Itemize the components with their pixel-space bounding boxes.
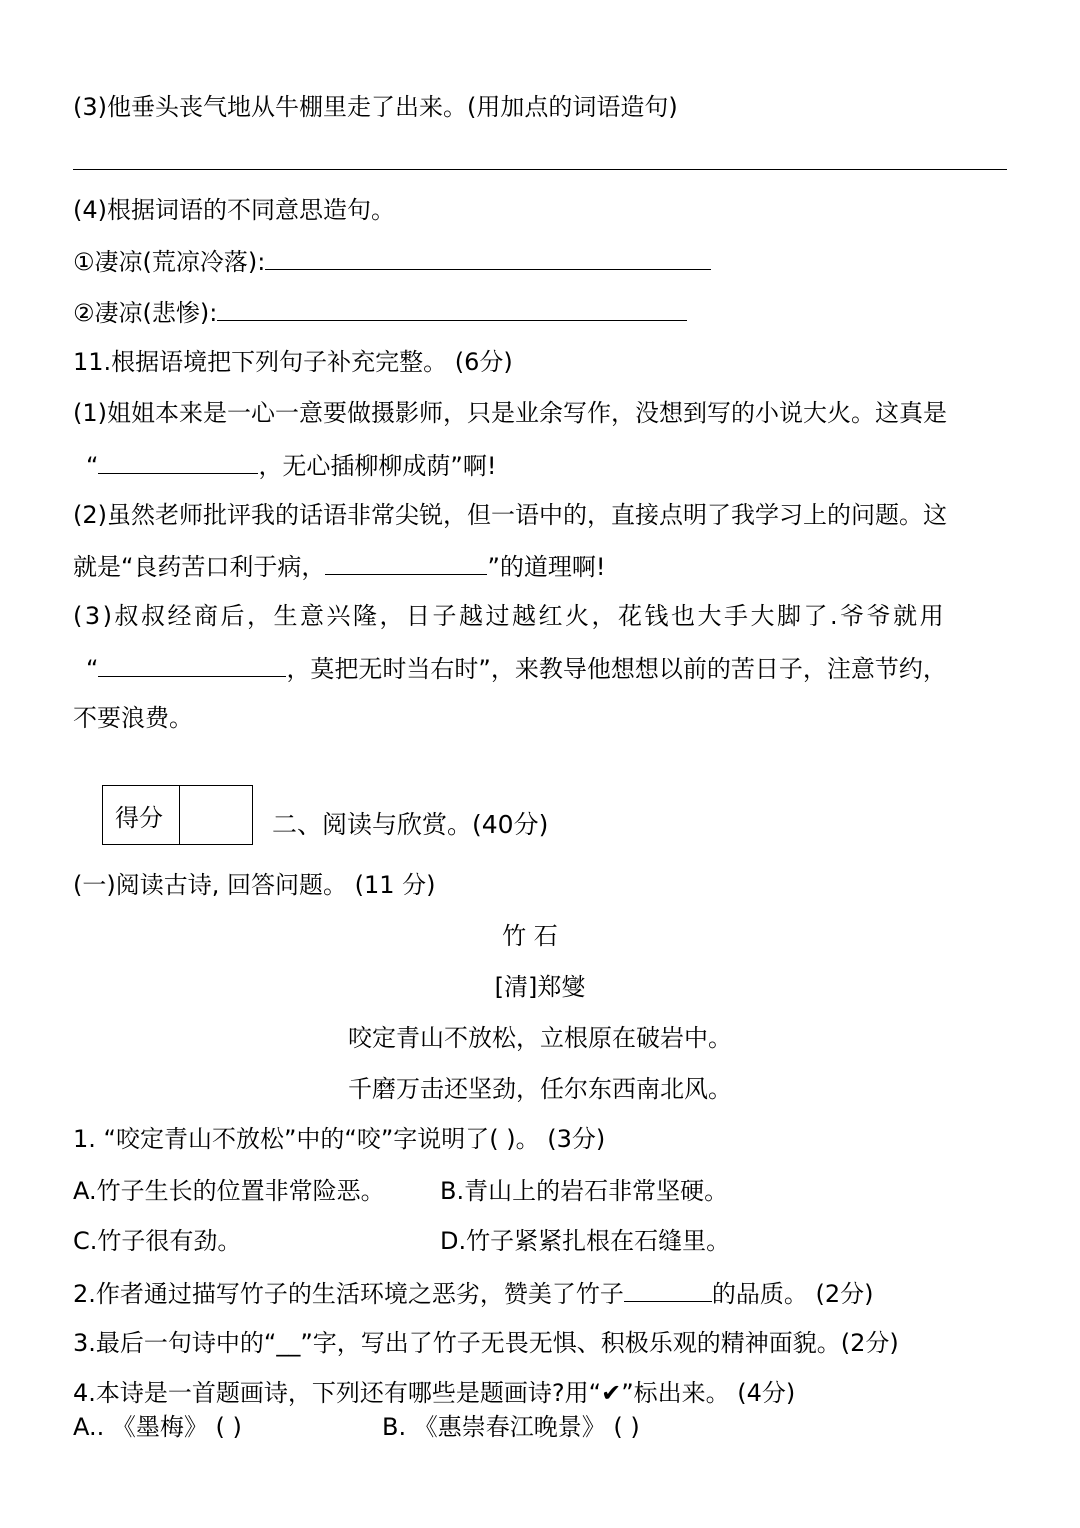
question-4-text-post: ”标出来。 (4分) [621,1379,796,1407]
question-4-option-a[interactable]: A.. 《墨梅》 ( ) [73,1413,242,1441]
answer-blank[interactable] [98,650,286,677]
question-2 [73,1275,874,1309]
checkmark-icon: ✔ [601,1379,622,1407]
question-1-option-d[interactable]: D.竹子紧紧扎根在石缝里。 [440,1227,731,1255]
section2-title: 二、阅读与欣赏。(40分) [272,810,549,839]
score-box-divider [179,786,180,844]
poem-line-2: 千磨万击还坚劲，任尔东西南北风。 [348,1075,732,1103]
open-quote: “ [86,452,99,480]
q11-item2-text-pre: 就是“良药苦口利于病， [73,553,326,581]
q10-item4-b [73,294,687,328]
q10-item3: (3)他垂头丧气地从牛棚里走了出来。(用加点的词语造句) [73,93,678,121]
question-1-option-b[interactable]: B.青山上的岩石非常坚硬。 [440,1177,729,1205]
answer-blank[interactable] [325,548,487,575]
q11-item1-line2 [86,447,497,481]
poem-intro: (一)阅读古诗, 回答问题。 (11 分) [73,871,436,899]
answer-blank[interactable] [98,447,258,474]
q11-item1-text: ，无心插柳柳成荫”啊! [258,452,497,480]
q11-item1-line1: (1)姐姐本来是一心一意要做摄影师，只是业余写作，没想到写的小说大火。这真是 [73,399,947,427]
answer-blank[interactable] [624,1275,712,1302]
q10-item4-a-label: ①凄凉(荒凉冷落): [73,248,266,276]
q11-item3-line3: 不要浪费。 [73,704,193,732]
question-3: 3.最后一句诗中的“__”字，写出了竹子无畏无惧、积极乐观的精神面貌。(2分) [73,1329,899,1357]
question-4 [73,1376,795,1410]
poem-title: 竹 石 [502,922,558,950]
poem-line-1: 咬定青山不放松，立根原在破岩中。 [348,1024,732,1052]
q10-item4-b-label: ②凄凉(悲惨): [73,299,218,327]
question-4-option-b[interactable]: B. 《惠崇春江晚景》 ( ) [382,1413,640,1441]
question-4-text-pre: 4.本诗是一首题画诗，下列还有哪些是题画诗?用“ [73,1379,602,1407]
q11-title: 11.根据语境把下列句子补充完整。 (6分) [73,348,513,376]
q11-item2-text-post: ”的道理啊! [487,553,606,581]
answer-blank[interactable] [265,243,711,270]
q11-item3-line1: (3)叔叔经商后，生意兴隆，日子越过越红火，花钱也大手大脚了.爷爷就用 [73,602,947,630]
score-label: 得分 [115,804,163,832]
q11-item3-text: ，莫把无时当右时”，来教导他想想以前的苦日子，注意节约， [286,655,947,683]
q11-item2-line1: (2)虽然老师批评我的话语非常尖锐，但一语中的，直接点明了我学习上的问题。这 [73,501,947,529]
question-2-text-post: 的品质。 (2分) [711,1280,874,1308]
q10-item4-title: (4)根据词语的不同意思造句。 [73,196,395,224]
q11-item2-line2 [73,548,606,582]
poem-author: [清]郑燮 [494,973,586,1001]
question-1-option-a[interactable]: A.竹子生长的位置非常险恶。 [73,1177,385,1205]
question-1: 1. “咬定青山不放松”中的“咬”字说明了( )。 (3分) [73,1125,606,1153]
question-2-text-pre: 2.作者通过描写竹子的生活环境之恶劣，赞美了竹子 [73,1280,624,1308]
answer-blank[interactable] [217,294,687,321]
score-box [102,785,253,845]
open-quote: “ [86,655,99,683]
q10-item4-a [73,243,711,277]
question-1-option-c[interactable]: C.竹子很有劲。 [73,1227,242,1255]
q11-item3-line2 [86,650,947,684]
answer-line[interactable] [73,169,1007,170]
